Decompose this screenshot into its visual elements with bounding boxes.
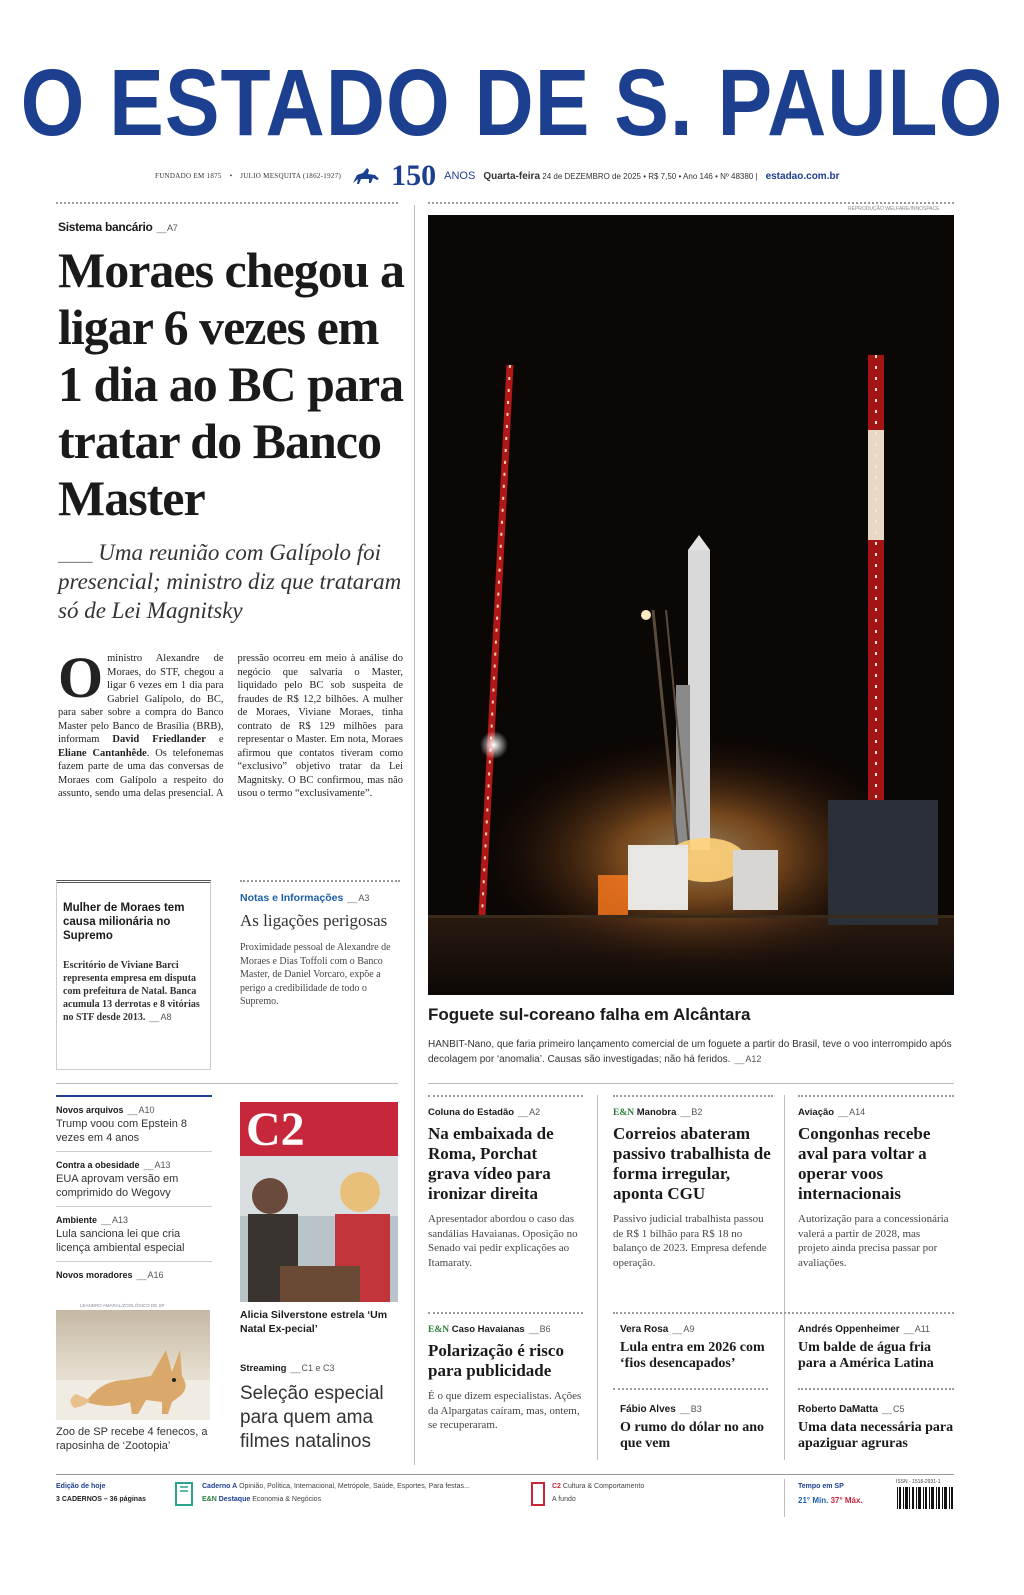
streaming-title[interactable]: Seleção especial para quem ama filmes natalinos [240,1383,384,1452]
anniversary-word: ANOS [444,170,476,182]
brief-kicker: Novos arquivos__ A10 [56,1105,212,1115]
story-headline: Na embaixada de Roma, Porchat grava vídeo para ironizar direita [428,1124,554,1203]
columnist-headline: Lula entra em 2026 com ‘fios desencapados’ [620,1340,765,1371]
divider [798,1095,954,1097]
notes-body: Proximidade pessoal de Alexandre de Moraes e Dias Toffoli com o Banco Master, de Daniel Vorcaro, expõe a perigo a credibilidade de todo o Supremo. [240,942,391,1007]
c2-promo[interactable] [240,1102,398,1302]
columnist-headline: Um balde de água fria para a América Latina [798,1340,934,1371]
c2-caption: Alicia Silverstone estrela ‘Um Natal Ex-pecial’ [240,1309,388,1335]
lead-kicker: Sistema bancário__ A7 [58,220,177,234]
author-name: David Friedlander [112,734,206,745]
streaming-kicker: Streaming__ C1 e C3 [240,1363,335,1374]
fennec-fox-photo[interactable] [56,1310,210,1420]
divider [798,1388,954,1390]
columnist-item[interactable] [620,1404,775,1452]
columnist-item[interactable] [620,1324,775,1372]
footer-divider [784,1479,785,1517]
right-tower [868,355,884,800]
story-body: É o que dizem especialistas. Ações da Alpargatas caíram, mas, ontem, se recuperaram. [428,1390,582,1431]
brief-item[interactable]: Trump voou com Epstein 8 vezes em 4 anos [56,1117,212,1152]
brief-kicker: Contra a obesidade__ A13 [56,1160,212,1170]
anniversary-number: 150 [391,159,437,192]
story-card[interactable] [613,1095,773,1270]
columnist-name: Andrés Oppenheimer__ A11 [798,1324,954,1335]
story-headline: Correios abateram passivo trabalhista de forma irregular, aponta CGU [613,1124,771,1203]
box-moraes[interactable] [56,880,211,1070]
c2-logo: C2 [246,1103,305,1156]
founded-text: FUNDADO EM 1875 [155,172,222,180]
divider [428,1095,583,1097]
story-card[interactable] [428,1095,583,1270]
brief-kicker: Novos moradores__ A16 [56,1270,212,1280]
columnist-headline: O rumo do dólar no ano que vem [620,1420,765,1451]
column-divider [597,1095,598,1460]
lead-headline[interactable]: Moraes chegou a ligar 6 vezes em 1 dia ao BC para tratar do Banco Master [58,242,405,526]
column-divider [414,205,415,1465]
columnist-name: Fábio Alves__ B3 [620,1404,775,1415]
rocket-launch-photo[interactable] [428,215,954,995]
horse-rider-icon [349,165,383,187]
story-kicker: E&N Caso Havaianas__ B6 [428,1324,583,1335]
columnist-name: Vera Rosa__ A9 [620,1324,775,1335]
story-kicker: E&N Manobra__ B2 [613,1107,773,1118]
divider [56,202,398,204]
columnist-item[interactable] [798,1324,954,1372]
brief-item[interactable]: EUA aprovam versão em comprimido do Wegovy [56,1172,212,1207]
story-body: Autorização para a concessionária valerá a partir de 2028, mas projeto ainda precisa passar por avaliações. [798,1213,949,1269]
box-title: Mulher de Moraes tem causa milionária no Supremo [63,902,185,942]
edition-date [483,171,757,182]
section-a-icon [174,1481,196,1509]
c2-photo [240,1156,398,1302]
dropcap: O [58,645,104,710]
columnist-name: Roberto DaMatta__ C5 [798,1404,954,1415]
barcode: ISSN - 1516-2931-1 [896,1479,954,1513]
section-c2-icon [530,1481,548,1509]
footer [56,1474,954,1524]
divider [613,1312,954,1314]
weather-info: Tempo em SP 21° Mín. 37° Máx. [798,1483,863,1505]
column-divider [784,1095,785,1460]
barcode-icon [896,1485,954,1511]
photo-credit: REPRODUÇÃO WELFARE/INNOSPACE [848,206,940,212]
lead-deck: ___ Uma reunião com Galípolo foi presencial; ministro diz que trataram só de Lei Magnitsky [58,538,408,625]
briefs-column [56,1095,212,1280]
divider [240,880,400,882]
divider [56,1095,212,1097]
photo-caption-text: HANBIT-Nano, que faria primeiro lançamento comercial de um foguete a partir do Brasil, teve o voo interrompido após decolagem por ‘anomalia’. Causas são investigadas; não há feridos.__ A12 [428,1037,954,1067]
brief-kicker: Ambiente__ A13 [56,1215,212,1225]
columnist-item[interactable] [798,1404,954,1452]
author-name: Eliane Cantanhêde [58,747,147,759]
fox-photo-credit: LEANDRO AMARAL/ZOOLÓGICO DE SP [80,1303,165,1308]
story-kicker: Coluna do Estadão__ A2 [428,1107,583,1118]
divider [428,202,954,204]
notes-kicker: Notas e Informações__ A3 [240,892,400,904]
story-body: Passivo judicial trabalhista passou de R$ 1 bilhão para R$ 18 no balanço de 2023. Empresa defende operação. [613,1213,767,1269]
masthead-info [155,159,875,192]
story-card[interactable] [428,1312,583,1433]
divider [613,1095,773,1097]
date-details: 24 de DEZEMBRO de 2025 • R$ 7,50 • Ano 146 • Nº 48380 | [542,171,758,181]
rocket-illustration [428,215,954,995]
columnist-headline: Uma data necessária para apaziguar agruras [798,1420,954,1451]
story-headline: Congonhas recebe aval para voltar a operar voos internacionais [798,1124,931,1203]
story-headline: Polarização é risco para publicidade [428,1341,564,1380]
divider [428,1312,583,1314]
story-kicker: Aviação__ A14 [798,1107,954,1118]
caderno-a-info[interactable]: Caderno A Opinião, Política, Internacional, Metrópole, Saúde, Esportes, Para festas... E&N Destaque Economia & Negócios [202,1483,470,1503]
edition-info: Edição de hoje 3 CADERNOS – 36 páginas [56,1483,146,1503]
photo-caption-title[interactable]: Foguete sul-coreano falha em Alcântara [428,1005,751,1024]
divider [613,1388,768,1390]
story-card[interactable] [798,1095,954,1270]
box-body: Escritório de Viviane Barci representa empresa em disputa com prefeitura de Natal. Banca acumula 13 derrotas e 8 vitórias no STF desde 2013.__ A8 [63,959,204,1024]
c2-info[interactable]: C2 Cultura & Comportamento A fundo [552,1483,645,1503]
divider [56,1083,398,1084]
notes-title: As ligações perigosas [240,911,388,930]
founder-text: JULIO MESQUITA (1862-1927) [240,172,342,180]
bullet: • [229,172,233,180]
site-link[interactable]: estadao.com.br [765,170,840,182]
lead-body: O ministro Alexandre de Moraes, do STF, chegou a ligar 6 vezes em 1 dia para Gabriel Galípolo, do BC, para saber sobre a compra do Banco Master pelo Banco de Brasília (BRB), informam David Friedlander e Eliane Cantanhêde. Os telefonemas fazem parte de uma das conversas de Moraes com Galípolo a respeito do assunto, sendo uma delas presencial. A pressão ocorreu em meio à análise do negócio que salvaria o Master, liquidado pelo BC sob suspeita de fraudes de R$ 12,2 bilhões. A mulher de Moraes, Viviane Moraes, tinha contrato de R$ 129 milhões para representar o Master. Em nota, Moraes afirmou que contatos tiveram como “exclusivo” objetivo tratar da Lei Magnitsky. O BC confirmou, mas não usou o termo “exclusivamente”. [58,645,403,799]
masthead-title: O ESTADO DE S. PAULO [20,51,1004,156]
fox-illustration [56,1310,210,1420]
notes-box[interactable] [240,880,400,1009]
story-body: Apresentador abordou o caso das sandálias Havaianas. Oposição no Senado vai pedir explicações ao Itamaraty. [428,1213,578,1269]
fox-caption: Zoo de SP recebe 4 fenecos, a raposinha de ‘Zootopia’ [56,1426,208,1452]
brief-item[interactable]: Lula sanciona lei que cria licença ambiental especial [56,1227,212,1262]
weekday: Quarta-feira [483,170,541,182]
divider [428,1083,954,1084]
